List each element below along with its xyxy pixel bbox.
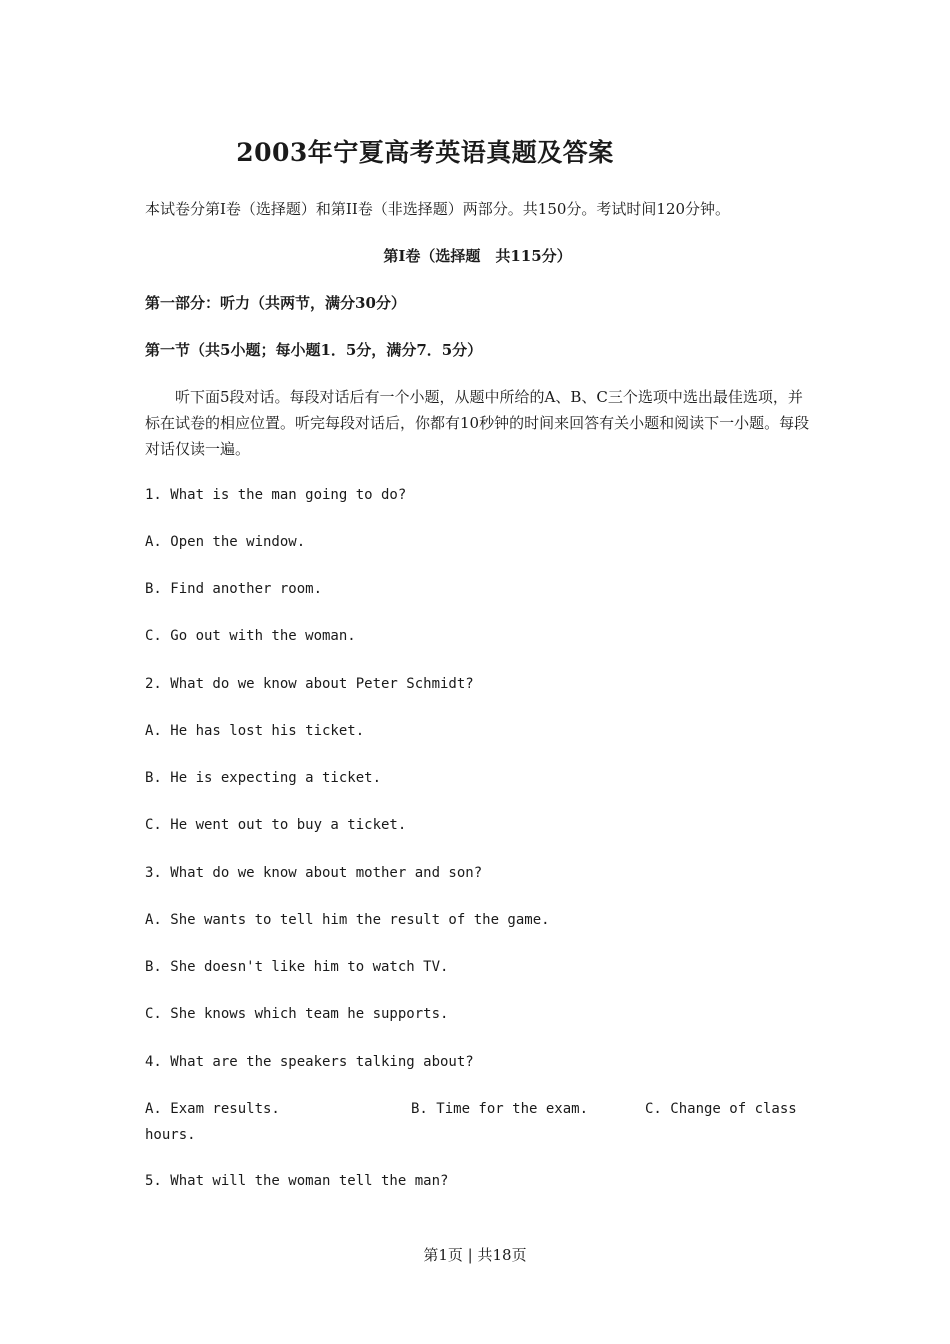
question-stem: 3. What do we know about mother and son? [145, 865, 483, 881]
answer-option: C. Change of class hours. [145, 1101, 797, 1143]
answer-option: C. Go out with the woman. [145, 628, 356, 644]
answer-option: B. She doesn't like him to watch TV. [145, 959, 449, 975]
exam-intro: 本试卷分第Ⅰ卷（选择题）和第II卷（非选择题）两部分。共150分。考试时间120分钟。 [145, 200, 731, 218]
answer-option: B. Time for the exam. [411, 1101, 589, 1117]
answer-option: A. He has lost his ticket. [145, 723, 365, 739]
answer-option: A. Exam results. [145, 1101, 280, 1117]
answer-option: A. She wants to tell him the result of the game. [145, 912, 550, 928]
page-footer: 第1页 | 共18页 [423, 1246, 527, 1264]
answer-option: C. She knows which team he supports. [145, 1006, 449, 1022]
answer-option: B. He is expecting a ticket. [145, 770, 382, 786]
document-title: 2003年宁夏高考英语真题及答案 [236, 138, 614, 167]
question-stem: 5. What will the woman tell the man? [145, 1173, 449, 1189]
instructions-paragraph: 听下面5段对话。每段对话后有一个小题，从题中所给的A、B、C三个选项中选出最佳选项，并标在试卷的相应位置。听完每段对话后，你都有10秒钟的时间来回答有关小题和阅读下一小题。每段对话仅读一遍。 [145, 388, 810, 458]
question-stem: 1. What is the man going to do? [145, 487, 407, 503]
part-heading: 第一部分：听力（共两节，满分30分） [145, 294, 406, 312]
volume-heading: 第Ⅰ卷（选择题 共115分） [383, 247, 572, 265]
answer-option: B. Find another room. [145, 581, 323, 597]
answer-options-row [145, 1096, 815, 1148]
answer-option: C. He went out to buy a ticket. [145, 817, 407, 833]
question-stem: 4. What are the speakers talking about? [145, 1054, 474, 1070]
section-heading: 第一节（共5小题；每小题1．5分，满分7．5分） [145, 341, 483, 359]
question-stem: 2. What do we know about Peter Schmidt? [145, 676, 474, 692]
answer-option: A. Open the window. [145, 534, 306, 550]
